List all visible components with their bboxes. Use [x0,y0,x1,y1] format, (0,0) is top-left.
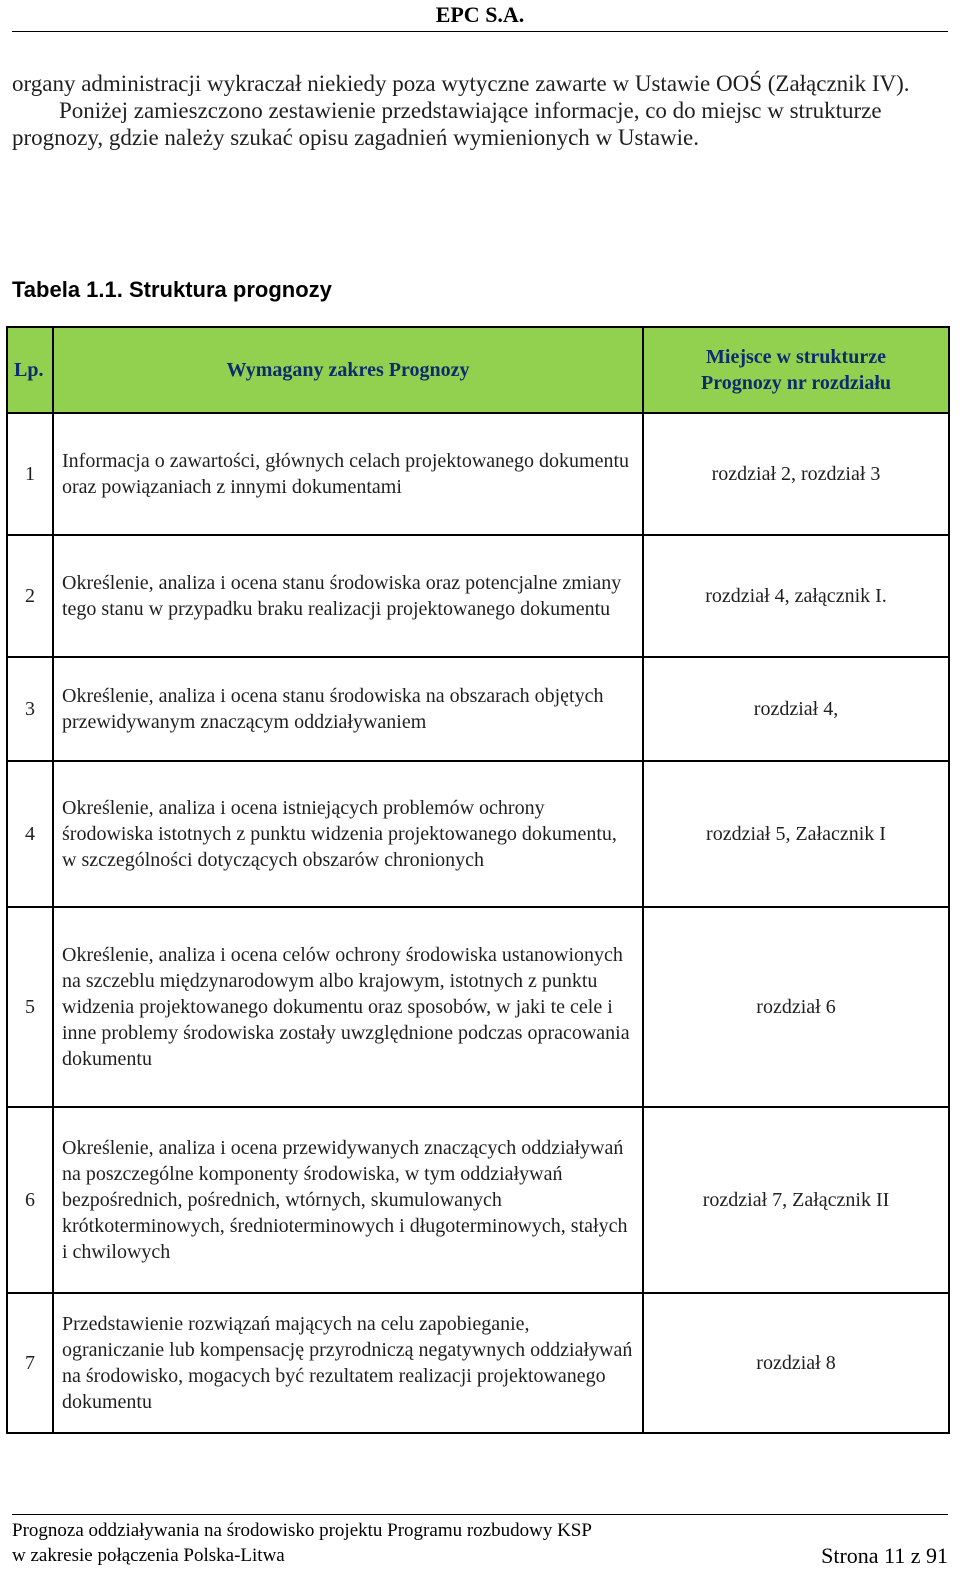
row-scope: Określenie, analiza i ocena stanu środowiska na obszarach objętych przewidywanym znaczącym oddziaływaniem [53,657,643,761]
row-scope: Określenie, analiza i ocena przewidywanych znaczących oddziaływań na poszczególne komponenty środowiska, w tym oddziaływań bezpośrednich, pośrednich, wtórnych, skumulowanych krótkoterminowych, średnioterminowych i długoterminowych, stałych i chwilowych [53,1107,643,1293]
row-scope: Informacja o zawartości, głównych celach projektowanego dokumentu oraz powiązaniach z innymi dokumentami [53,413,643,535]
page-header-company: EPC S.A. [435,2,525,27]
table-row [7,413,949,535]
row-number: 1 [7,413,53,535]
table-row [7,907,949,1107]
row-scope: Określenie, analiza i ocena istniejących problemów ochrony środowiska istotnych z punktu widzenia projektowanego dokumentu, w szczególności dotyczących obszarów chronionych [53,761,643,907]
page-number: Strona 11 z 91 [821,1543,948,1568]
column-header-location [643,327,949,413]
row-location: rozdział 8 [643,1293,949,1433]
row-number: 5 [7,907,53,1107]
column-header-scope: Wymagany zakres Prognozy [53,327,643,413]
intro-paragraph-1: organy administracji wykraczał niekiedy poza wytyczne zawarte w Ustawie OOŚ (Załącznik IV). [12,71,910,96]
table-caption: Tabela 1.1. Struktura prognozy [12,277,332,302]
footer-title-line-2: w zakresie połączenia Polska-Litwa [12,1545,285,1566]
table-row [7,657,949,761]
row-number: 2 [7,535,53,657]
row-scope: Przedstawienie rozwiązań mających na celu zapobieganie, ograniczanie lub kompensację przyrodniczą negatywnych oddziaływań na środowisko, mogacych być rezultatem realizacji projektowanego dokumentu [53,1293,643,1433]
row-location: rozdział 5, Załacznik I [643,761,949,907]
table-header-row [7,327,949,413]
row-number: 6 [7,1107,53,1293]
row-scope: Określenie, analiza i ocena celów ochrony środowiska ustanowionych na szczeblu międzynarodowym albo krajowym, istotnych z punktu widzenia projektowanego dokumentu oraz sposobów, w jaki te cele i inne problemy środowiska zostały uwzględnione podczas opracowania dokumentu [53,907,643,1107]
table-row [7,535,949,657]
row-number: 7 [7,1293,53,1433]
header-divider [12,31,948,32]
row-location: rozdział 6 [643,907,949,1107]
page-footer [12,1518,948,1568]
row-location: rozdział 2, rozdział 3 [643,413,949,535]
table-row [7,1293,949,1433]
row-number: 4 [7,761,53,907]
row-location: rozdział 7, Załącznik II [643,1107,949,1293]
intro-paragraph-2: Poniżej zamieszczono zestawienie przedstawiające informacje, co do miejsc w strukturze prognozy, gdzie należy szukać opisu zagadnień wymienionych w Ustawie. [12,98,882,150]
footer-title-line-1: Prognoza oddziaływania na środowisko projektu Programu rozbudowy KSP [12,1520,592,1541]
row-number: 3 [7,657,53,761]
row-scope: Określenie, analiza i ocena stanu środowiska oraz potencjalne zmiany tego stanu w przypadku braku realizacji projektowanego dokumentu [53,535,643,657]
structure-table [6,326,950,1434]
row-location: rozdział 4, załącznik I. [643,535,949,657]
table-row [7,761,949,907]
intro-text [12,70,948,151]
footer-divider [12,1514,948,1515]
column-header-location-text: Miejsce w strukturze Prognozy nr rozdziału [701,346,891,394]
column-header-lp: Lp. [7,327,53,413]
row-location: rozdział 4, [643,657,949,761]
table-row [7,1107,949,1293]
